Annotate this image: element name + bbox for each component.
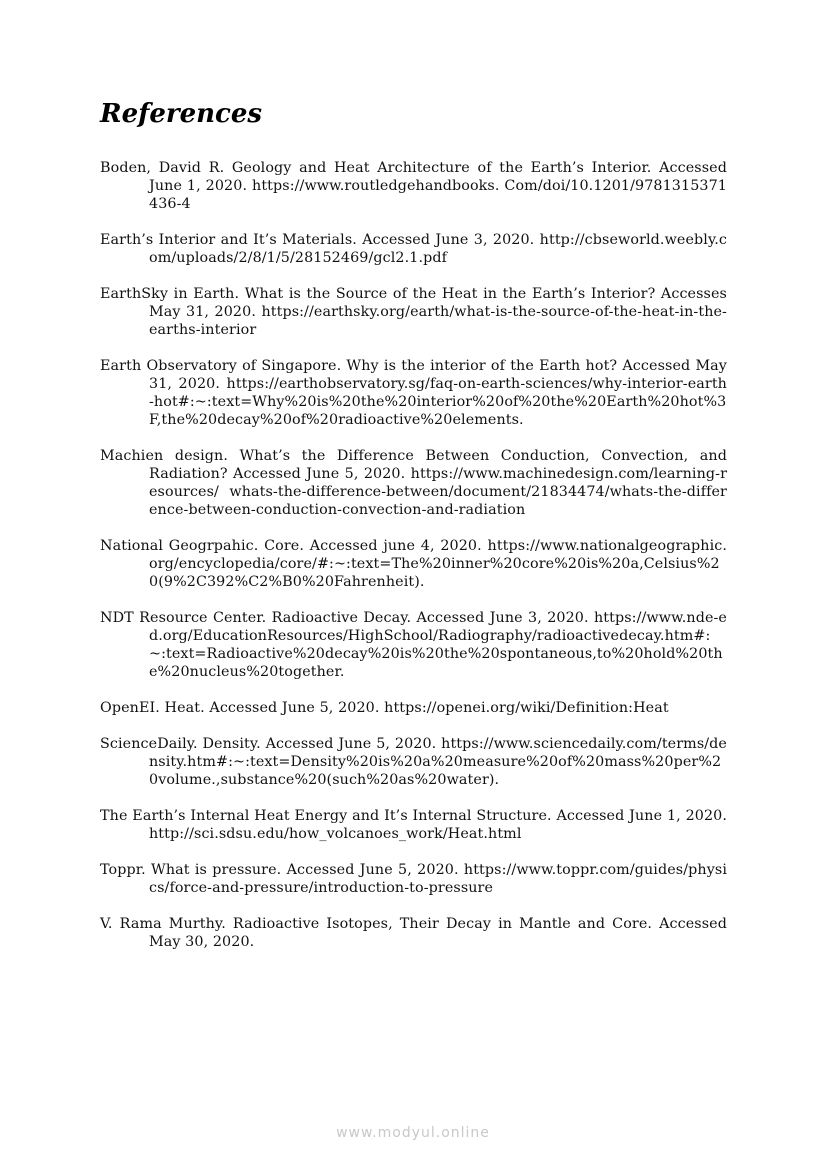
reference-entry (100, 357, 727, 429)
reference-entry (100, 285, 727, 339)
reference-text: Toppr. What is pressure. Accessed June 5, 2020. (100, 862, 459, 878)
reference-url[interactable]: https://earthobservatory.sg/faq-on-earth-sciences/why-interior-earth-hot#:~:text=Why%20is%20the%20interior%20of%20the%20Earth%20hot%3F,the%20decay%20of%20radioactive%20elements. (149, 376, 727, 428)
reference-entry (100, 807, 727, 843)
reference-entry (100, 231, 727, 267)
reference-entry (100, 537, 727, 591)
reference-text: Machien design. What’s the Difference Between Conduction, Convection, and Radiation? Accessed June 5, 2020. (100, 448, 727, 482)
reference-entry (100, 861, 727, 897)
reference-url[interactable]: http://cbseworld.weebly.com/uploads/2/8/1/5/28152469/gcl2.1.pdf (149, 232, 727, 266)
page-title: References (100, 99, 263, 129)
reference-text: NDT Resource Center. Radioactive Decay. Accessed June 3, 2020. (100, 610, 589, 626)
reference-entry (100, 699, 727, 717)
reference-url[interactable]: http://sci.sdsu.edu/how_volcanoes_work/Heat.html (149, 826, 522, 842)
watermark: www.modyul.online (336, 1125, 490, 1141)
reference-url[interactable]: https://www.routledgehandbooks. Com/doi/10.1201/9781315371436-4 (149, 178, 727, 212)
reference-text: EarthSky in Earth. What is the Source of the Heat in the Earth’s Interior? Accesses May 31, 2020. (100, 286, 727, 320)
reference-text: National Geogrpahic. Core. Accessed june 4, 2020. (100, 538, 482, 554)
reference-text: ScienceDaily. Density. Accessed June 5, 2020. (100, 736, 437, 752)
reference-url[interactable]: https://www.nde-ed.org/EducationResources/HighSchool/Radiography/radioactivedecay.htm#:~:text=Radioactive%20decay%20is%20the%20spontaneous,to%20hold%20the%20nucleus%20together. (149, 610, 727, 680)
reference-url[interactable]: https://openei.org/wiki/Definition:Heat (384, 700, 669, 716)
reference-url[interactable]: https://www.sciencedaily.com/terms/density.htm#:~:text=Density%20is%20a%20measure%20of%20mass%20per%20volume.,substance%20(such%20as%20water). (149, 736, 727, 788)
reference-url[interactable]: https://earthsky.org/earth/what-is-the-source-of-the-heat-in-the-earths-interior (149, 304, 727, 338)
reference-text: OpenEI. Heat. Accessed June 5, 2020. (100, 700, 380, 716)
reference-url[interactable]: https://www.machinedesign.com/learning-resources/ whats-the-difference-between/document/21834474/whats-the-difference-between-conduction-convection-and-radiation (149, 466, 728, 518)
reference-text: Boden, David R. Geology and Heat Architecture of the Earth’s Interior. Accessed June 1, 2020. (100, 160, 727, 194)
reference-text: V. Rama Murthy. Radioactive Isotopes, Their Decay in Mantle and Core. Accessed May 30, 2020. (100, 916, 727, 950)
reference-text: Earth’s Interior and It’s Materials. Accessed June 3, 2020. (100, 232, 535, 248)
reference-list (100, 159, 727, 969)
reference-url[interactable]: https://www.nationalgeographic.org/encyclopedia/core/#:~:text=The%20inner%20core%20is%20a,Celsius%20(9%2C392%C2%B0%20Fahrenheit). (149, 538, 727, 590)
reference-entry (100, 915, 727, 951)
reference-entry (100, 159, 727, 213)
reference-entry (100, 609, 727, 681)
reference-entry (100, 735, 727, 789)
reference-text: The Earth’s Internal Heat Energy and It’s Internal Structure. Accessed June 1, 2020. (100, 808, 727, 824)
reference-text: Earth Observatory of Singapore. Why is the interior of the Earth hot? Accessed May 31, 2020. (100, 358, 727, 392)
reference-entry (100, 447, 727, 519)
reference-url[interactable]: https://www.toppr.com/guides/physics/force-and-pressure/introduction-to-pressure (149, 862, 727, 896)
